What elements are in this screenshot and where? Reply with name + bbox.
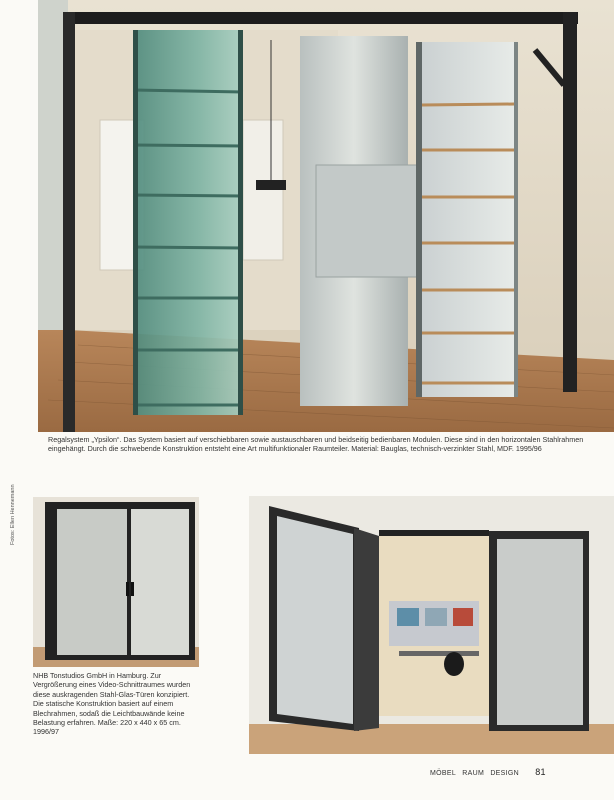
main-photo-shelving-system [38, 0, 614, 432]
footer-word-3: DESIGN [490, 770, 519, 777]
footer-word-1: MÖBEL [430, 770, 457, 777]
page-number: 81 [535, 767, 546, 777]
photo-credit: Fotos: Ellen Hennemann [10, 484, 16, 545]
cabinet-photo-caption: NHB Tonstudios GmbH in Hamburg. Zur Vergrößerung eines Video-Schnittraumes wurden diese auskragenden Stahl-Glas-Türen konzipiert. Die statische Konstruktion basiert auf einem Blechrahmen, sodaß die Leichtbauwände keine Belastung erfahren. Maße: 220 x 440 x 65 cm. 1996/97 [33, 671, 191, 737]
page-footer [430, 767, 550, 777]
glass-doors-photo [249, 496, 614, 754]
footer-word-2: RAUM [462, 770, 485, 777]
cabinet-photo [33, 497, 199, 667]
main-photo-caption: Regalsystem „Ypsilon“. Das System basiert auf verschiebbaren sowie austauschbaren und beidseitig bedienbaren Modulen. Diese sind in den horizontalen Stahlrahmen eingehängt. Durch die schwebende Konstruktion entsteht eine Art multifunktionaler Raumteiler. Material: Bauglas, technisch-verzinkter Stahl, MDF. 1995/96 [48, 435, 584, 454]
